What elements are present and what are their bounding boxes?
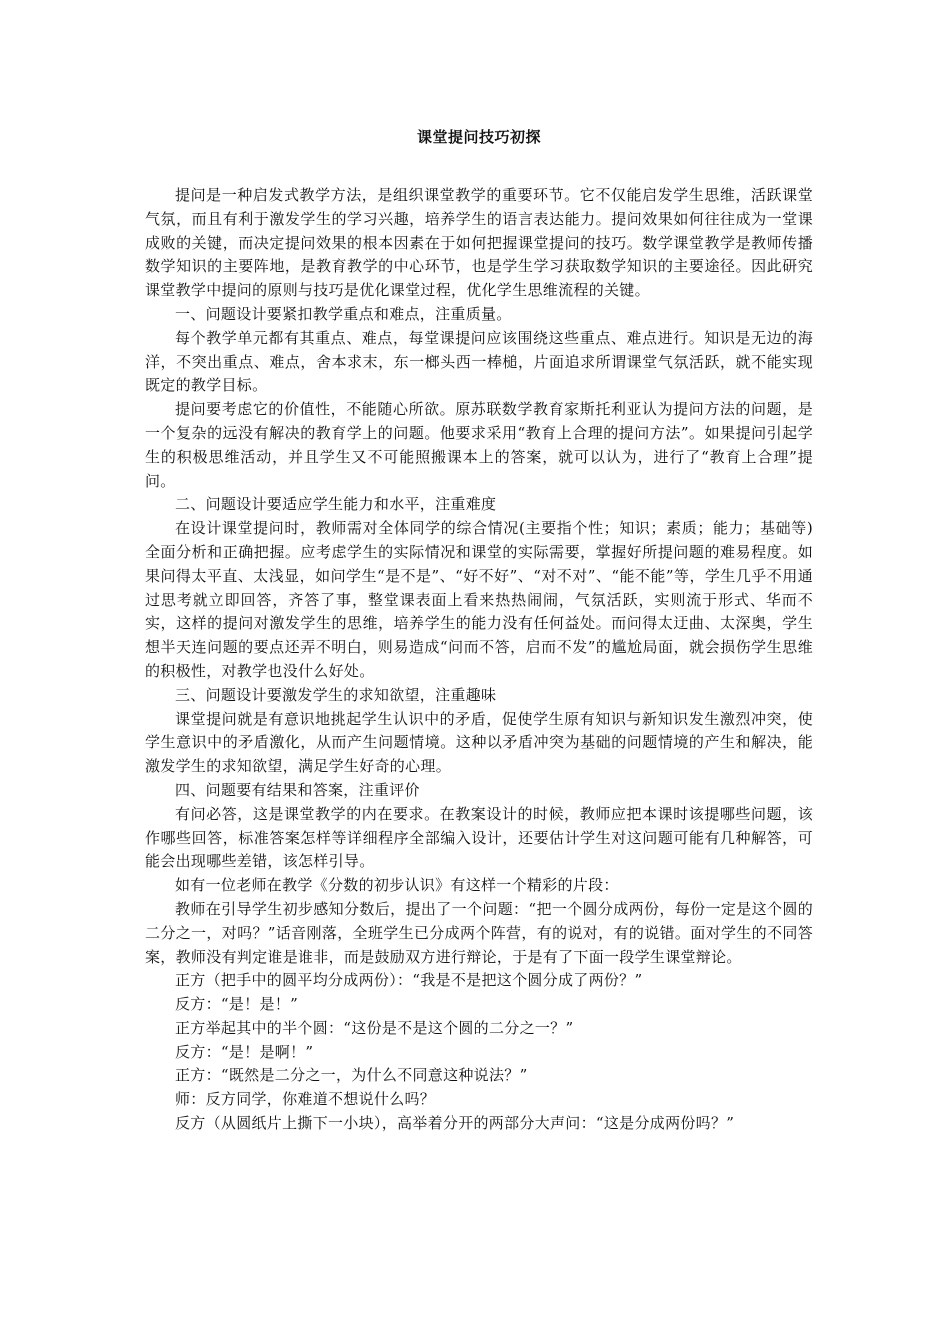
paragraph: 每个教学单元都有其重点、难点，每堂课提问应该围绕这些重点、难点进行。知识是无边的海洋，不突出重点、难点，舍本求末，东一榔头西一棒槌，片面追求所谓课堂气氛活跃，就不能实现既定的教学目标。 — [145, 328, 813, 395]
dialogue-line: 反方：“是！是！” — [175, 995, 299, 1014]
dialogue-line: 正方（把手中的圆平均分成两份）：“我是不是把这个圆分成了两份？” — [175, 971, 643, 990]
section-heading-3: 三、问题设计要激发学生的求知欲望，注重趣味 — [175, 685, 497, 704]
section-heading-1: 一、问题设计要紧扣教学重点和难点，注重质量。 — [175, 304, 512, 323]
section-heading-2: 二、问题设计要适应学生能力和水平，注重难度 — [175, 495, 497, 514]
paragraph: 提问要考虑它的价值性，不能随心所欲。原苏联数学教育家斯托利亚认为提问方法的问题，是一个复杂的远没有解决的教育学上的问题。他要求采用“教育上合理的提问方法”。如果提问引起学生的积极思维活动，并且学生又不可能照搬课本上的答案，就可以认为，进行了“教育上合理”提问。 — [145, 400, 813, 490]
section-heading-4: 四、问题要有结果和答案，注重评价 — [175, 780, 420, 799]
paragraph: 在设计课堂提问时，教师需对全体同学的综合情况(主要指个性；知识；素质；能力；基础等)全面分析和正确把握。应考虑学生的实际情况和课堂的实际需要，掌握好所提问题的难易程度。如果问得太平直、太浅显，如问学生“是不是”、“好不好”、“对不对”、“能不能”等，学生几乎不用通过思考就立即回答，齐答了事，整堂课表面上看来热热闹闹，气氛活跃，实则流于形式、华而不实，这样的提问对激发学生的思维，培养学生的能力没有任何益处。而问得太迂曲、太深奥，学生想半天连问题的要点还弄不明白，则易造成“问而不答，启而不发”的尴尬局面，就会损伤学生思维的积极性，对教学也没什么好处。 — [145, 519, 813, 680]
dialogue-line: 正方举起其中的半个圆：“这份是不是这个圆的二分之一？” — [175, 1018, 574, 1037]
paragraph: 有问必答，这是课堂教学的内在要求。在教案设计的时候，教师应把本课时该提哪些问题，该作哪些回答，标准答案怎样等详细程序全部编入设计，还要估计学生对这问题可能有几种解答，可能会出现哪些差错，该怎样引导。 — [145, 804, 813, 871]
paragraph: 课堂提问就是有意识地挑起学生认识中的矛盾，促使学生原有知识与新知识发生激烈冲突，使学生意识中的矛盾激化，从而产生问题情境。这种以矛盾冲突为基础的问题情境的产生和解决，能激发学生的求知欲望，满足学生好奇的心理。 — [145, 709, 813, 776]
dialogue-line: 正方：“既然是二分之一，为什么不同意这种说法？” — [175, 1066, 528, 1085]
dialogue-line: 反方：“是！是啊！” — [175, 1042, 314, 1061]
dialogue-line: 反方（从圆纸片上撕下一小块），高举着分开的两部分大声问：“这是分成两份吗？” — [175, 1114, 735, 1133]
document-body — [145, 184, 813, 1136]
document-title: 课堂提问技巧初探 — [416, 128, 541, 146]
paragraph-intro: 提问是一种启发式教学方法，是组织课堂教学的重要环节。它不仅能启发学生思维，活跃课堂气氛，而且有利于激发学生的学习兴趣，培养学生的语言表达能力。提问效果如何往往成为一堂课成败的关键，而决定提问效果的根本因素在于如何把握课堂提问的技巧。数学课堂教学是教师传播数学知识的主要阵地，是教育教学的中心环节，也是学生学习获取数学知识的主要途径。因此研究课堂教学中提问的原则与技巧是优化课堂过程，优化学生思维流程的关键。 — [145, 186, 813, 300]
dialogue-line: 师：反方同学，你难道不想说什么吗？ — [175, 1090, 436, 1109]
document-page — [145, 124, 813, 1136]
paragraph: 如有一位老师在教学《分数的初步认识》有这样一个精彩的片段： — [175, 876, 619, 895]
paragraph: 教师在引导学生初步感知分数后，提出了一个问题：“把一个圆分成两份，每份一定是这个圆的二分之一，对吗？”话音刚落，全班学生已分成两个阵营，有的说对，有的说错。面对学生的不同答案，教师没有判定谁是谁非，而是鼓励双方进行辩论，于是有了下面一段学生课堂辩论。 — [145, 899, 813, 966]
